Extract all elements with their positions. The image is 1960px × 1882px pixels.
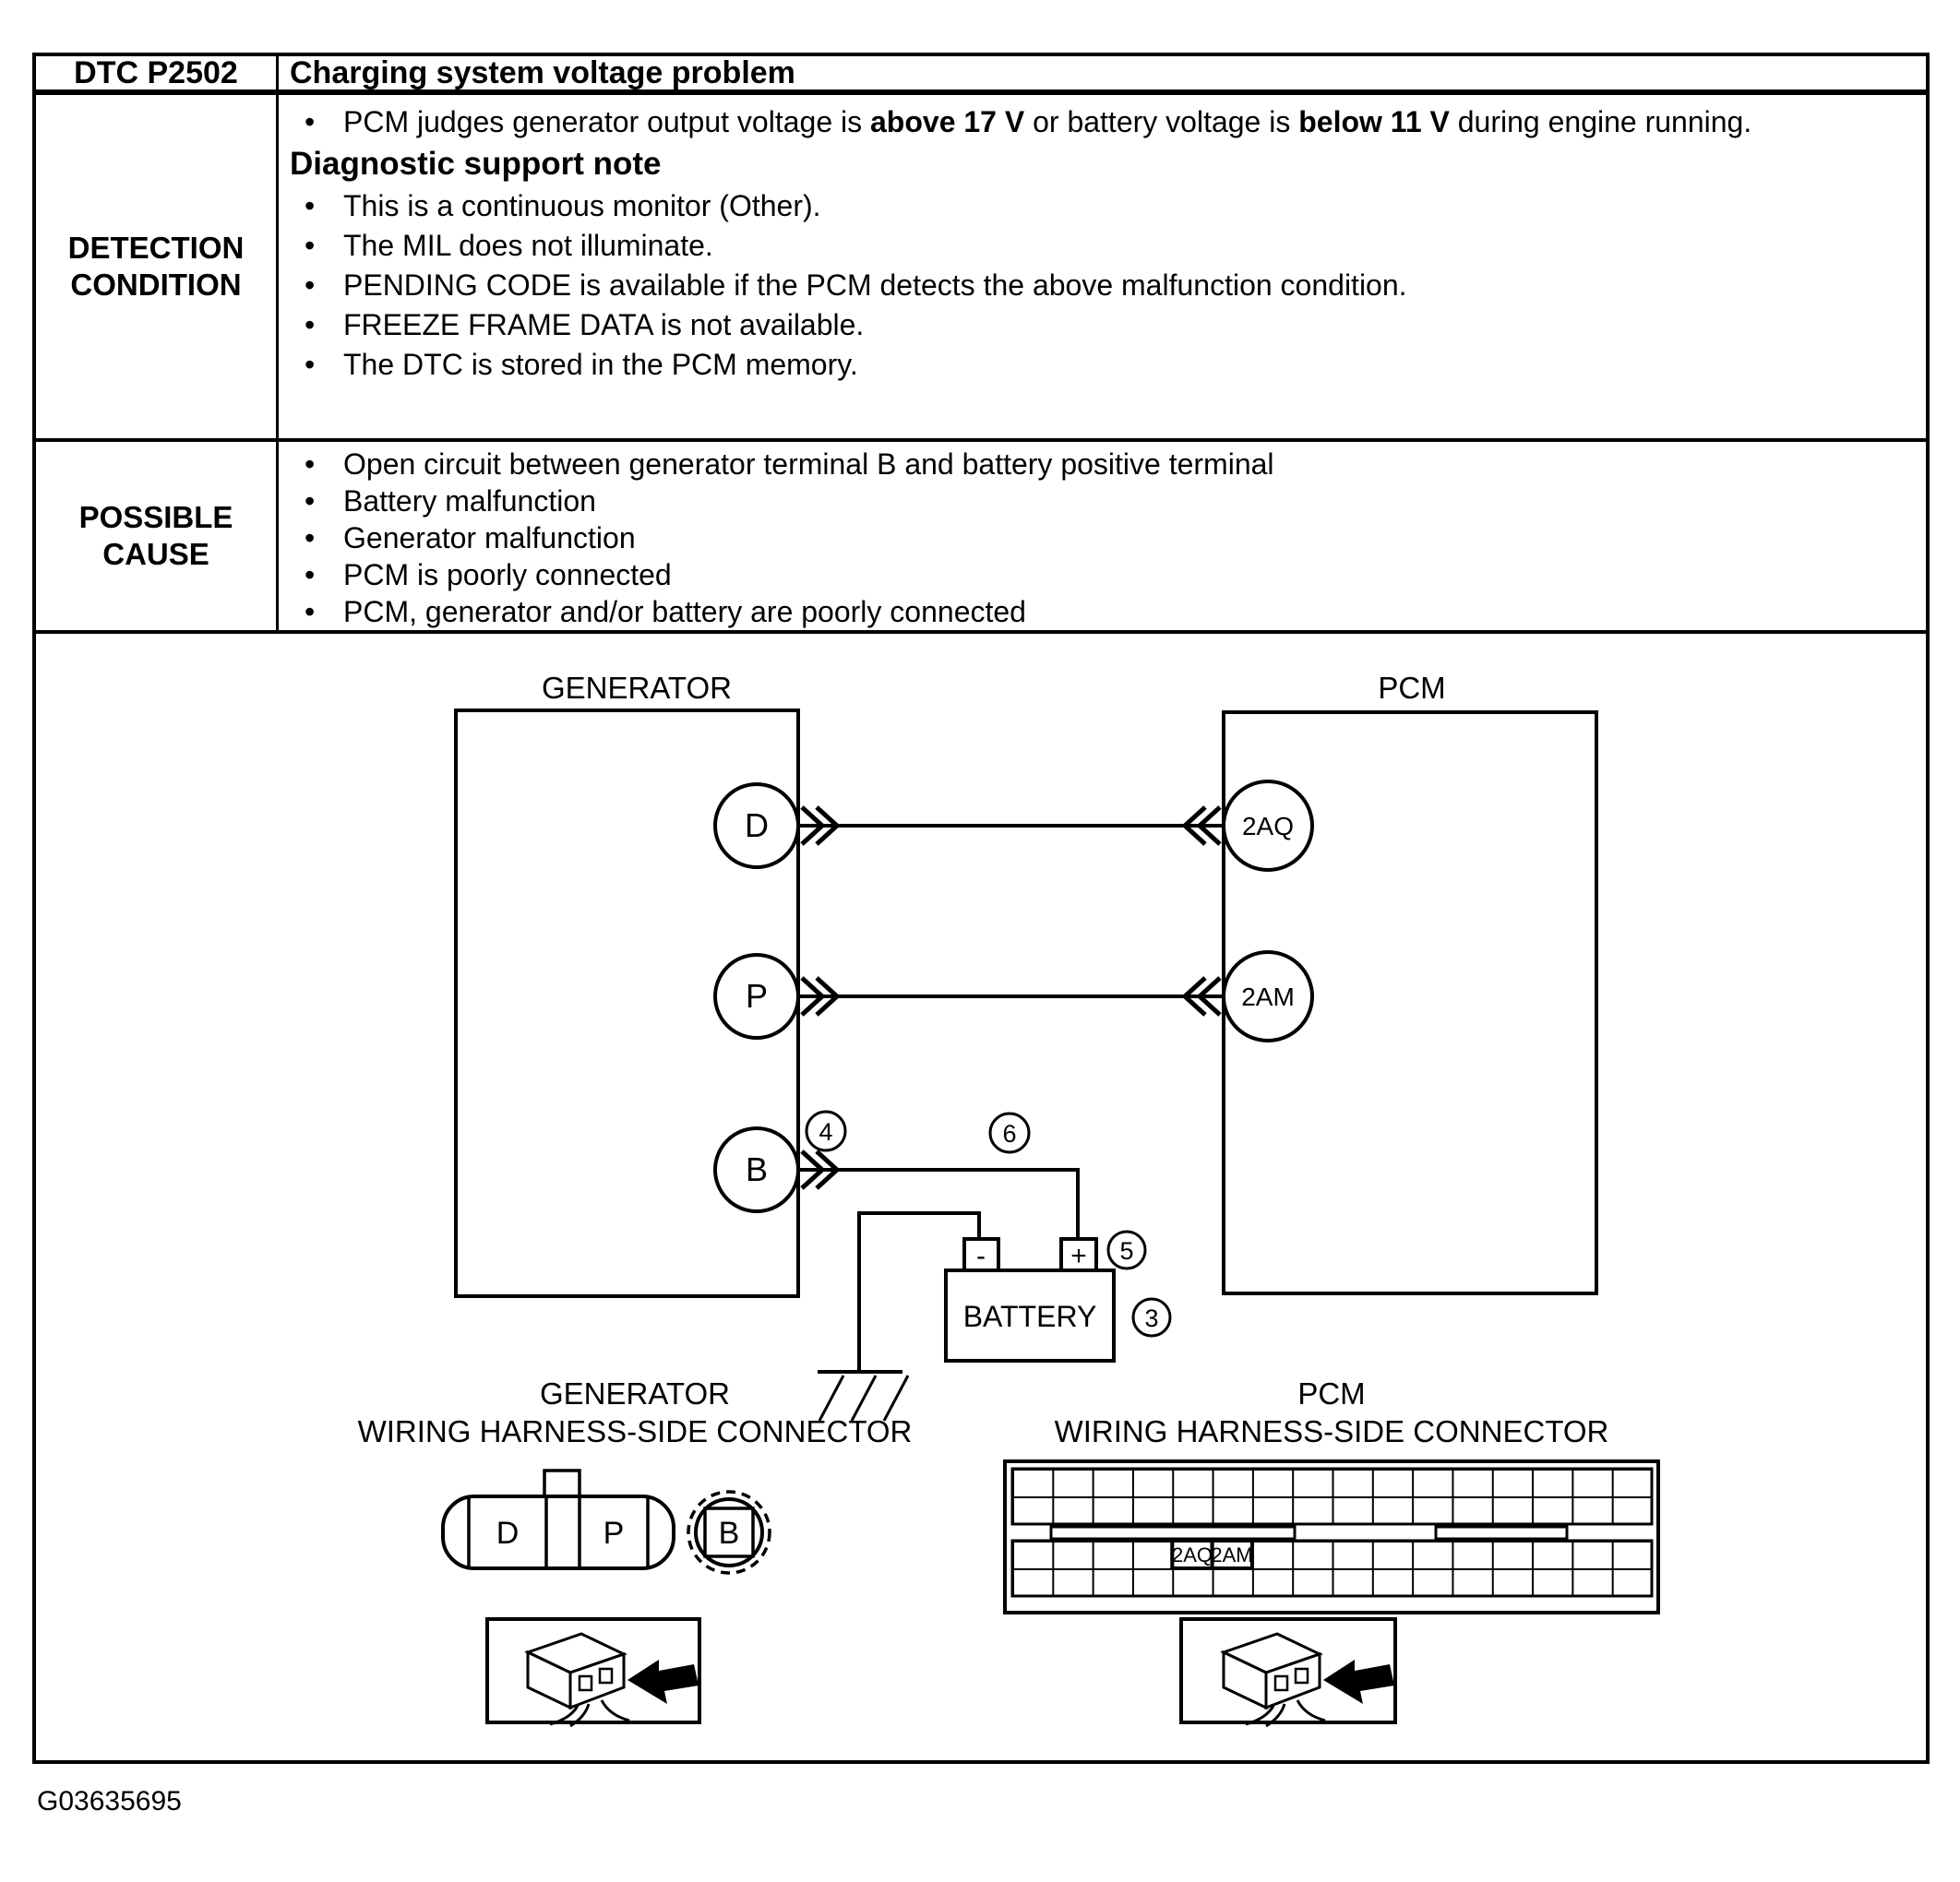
diagnostic-support-note-heading: Diagnostic support note xyxy=(290,146,662,182)
possible-cause-label: POSSIBLE CAUSE xyxy=(36,442,279,630)
detection-condition-label: DETECTION CONDITION xyxy=(36,95,279,438)
callout-5 xyxy=(1108,1232,1145,1269)
svg-text:+: + xyxy=(1070,1241,1087,1271)
terminal-p xyxy=(715,955,798,1038)
pcm-connector xyxy=(1005,1376,1658,1726)
terminal-2aq xyxy=(1224,781,1312,870)
pcm-pin-grid-top xyxy=(1012,1469,1652,1524)
figure-id: G03635695 xyxy=(37,1786,182,1816)
pin-d: D xyxy=(496,1516,520,1551)
callout-3 xyxy=(1133,1299,1170,1336)
terminal-b xyxy=(715,1128,798,1211)
bullet-dot: • xyxy=(305,595,316,628)
list-item: • Generator malfunction xyxy=(290,519,1917,556)
connector-slot xyxy=(1051,1527,1295,1539)
bullet-dot: • xyxy=(305,447,316,481)
svg-text:5: 5 xyxy=(1119,1237,1134,1265)
pin-p: P xyxy=(603,1516,625,1551)
bullet-dot: • xyxy=(305,308,316,341)
list-item: • PCM, generator and/or battery are poorly connected xyxy=(290,593,1917,630)
generator-connector xyxy=(358,1376,913,1726)
terminal-2am xyxy=(1224,952,1312,1041)
svg-text:2AQ: 2AQ xyxy=(1241,812,1295,840)
list-item: • This is a continuous monitor (Other). xyxy=(290,186,1917,226)
list-item: • Open circuit between generator terminal B and battery positive terminal xyxy=(290,446,1917,482)
bullet-dot: • xyxy=(305,105,316,138)
bullet-dot: • xyxy=(305,229,316,262)
generator-connector-subtitle: WIRING HARNESS-SIDE CONNECTOR xyxy=(357,1414,913,1448)
pin-b-connector xyxy=(688,1492,770,1573)
bullet-dot: • xyxy=(305,268,316,302)
bullet-dot: • xyxy=(305,558,316,591)
svg-text:D: D xyxy=(745,806,769,844)
connector-slot xyxy=(1436,1527,1567,1539)
dtc-title: Charging system voltage problem xyxy=(290,54,795,90)
svg-text:-: - xyxy=(976,1241,986,1271)
detection-bullet-1: PCM judges generator output voltage is above 17 V or battery voltage is below 11 V during engine running. xyxy=(343,105,1752,138)
list-item: • Battery malfunction xyxy=(290,482,1917,519)
list-item: • PENDING CODE is available if the PCM detects the above malfunction condition. xyxy=(290,266,1917,305)
callout-6 xyxy=(990,1114,1029,1152)
dtc-code: DTC P2502 xyxy=(36,56,279,89)
list-item: • The MIL does not illuminate. xyxy=(290,226,1917,266)
svg-text:4: 4 xyxy=(819,1118,833,1146)
list-item: • The DTC is stored in the PCM memory. xyxy=(290,345,1917,385)
pcm-pin-grid-bottom xyxy=(1012,1541,1652,1596)
battery-label: BATTERY xyxy=(962,1300,1097,1333)
pin-2aq: 2AQ xyxy=(1171,1543,1213,1566)
pcm-connector-title: PCM xyxy=(1297,1376,1366,1411)
svg-text:B: B xyxy=(745,1150,769,1188)
bullet-dot: • xyxy=(305,484,316,518)
terminal-d xyxy=(715,784,798,867)
pcm-connector-subtitle: WIRING HARNESS-SIDE CONNECTOR xyxy=(1054,1414,1609,1448)
bullet-dot: • xyxy=(305,521,316,554)
generator-connector-title: GENERATOR xyxy=(540,1376,730,1411)
battery xyxy=(946,1239,1114,1361)
pin-2am: 2AM xyxy=(1211,1543,1253,1566)
callout-4 xyxy=(807,1112,845,1150)
bullet-dot: • xyxy=(305,348,316,381)
generator-box-label: GENERATOR xyxy=(542,671,732,705)
pin-b: B xyxy=(718,1516,740,1551)
connector-tab xyxy=(544,1471,580,1496)
wire-b-battery xyxy=(798,1170,1078,1239)
list-item: • FREEZE FRAME DATA is not available. xyxy=(290,305,1917,345)
svg-text:6: 6 xyxy=(1002,1120,1017,1148)
svg-text:P: P xyxy=(745,977,769,1015)
pcm-box-label: PCM xyxy=(1378,671,1446,705)
svg-text:3: 3 xyxy=(1144,1304,1159,1332)
chevron-left-icon xyxy=(1185,807,1220,1015)
svg-text:2AM: 2AM xyxy=(1241,983,1295,1011)
bullet-dot: • xyxy=(305,189,316,222)
list-item: • PCM is poorly connected xyxy=(290,556,1917,593)
